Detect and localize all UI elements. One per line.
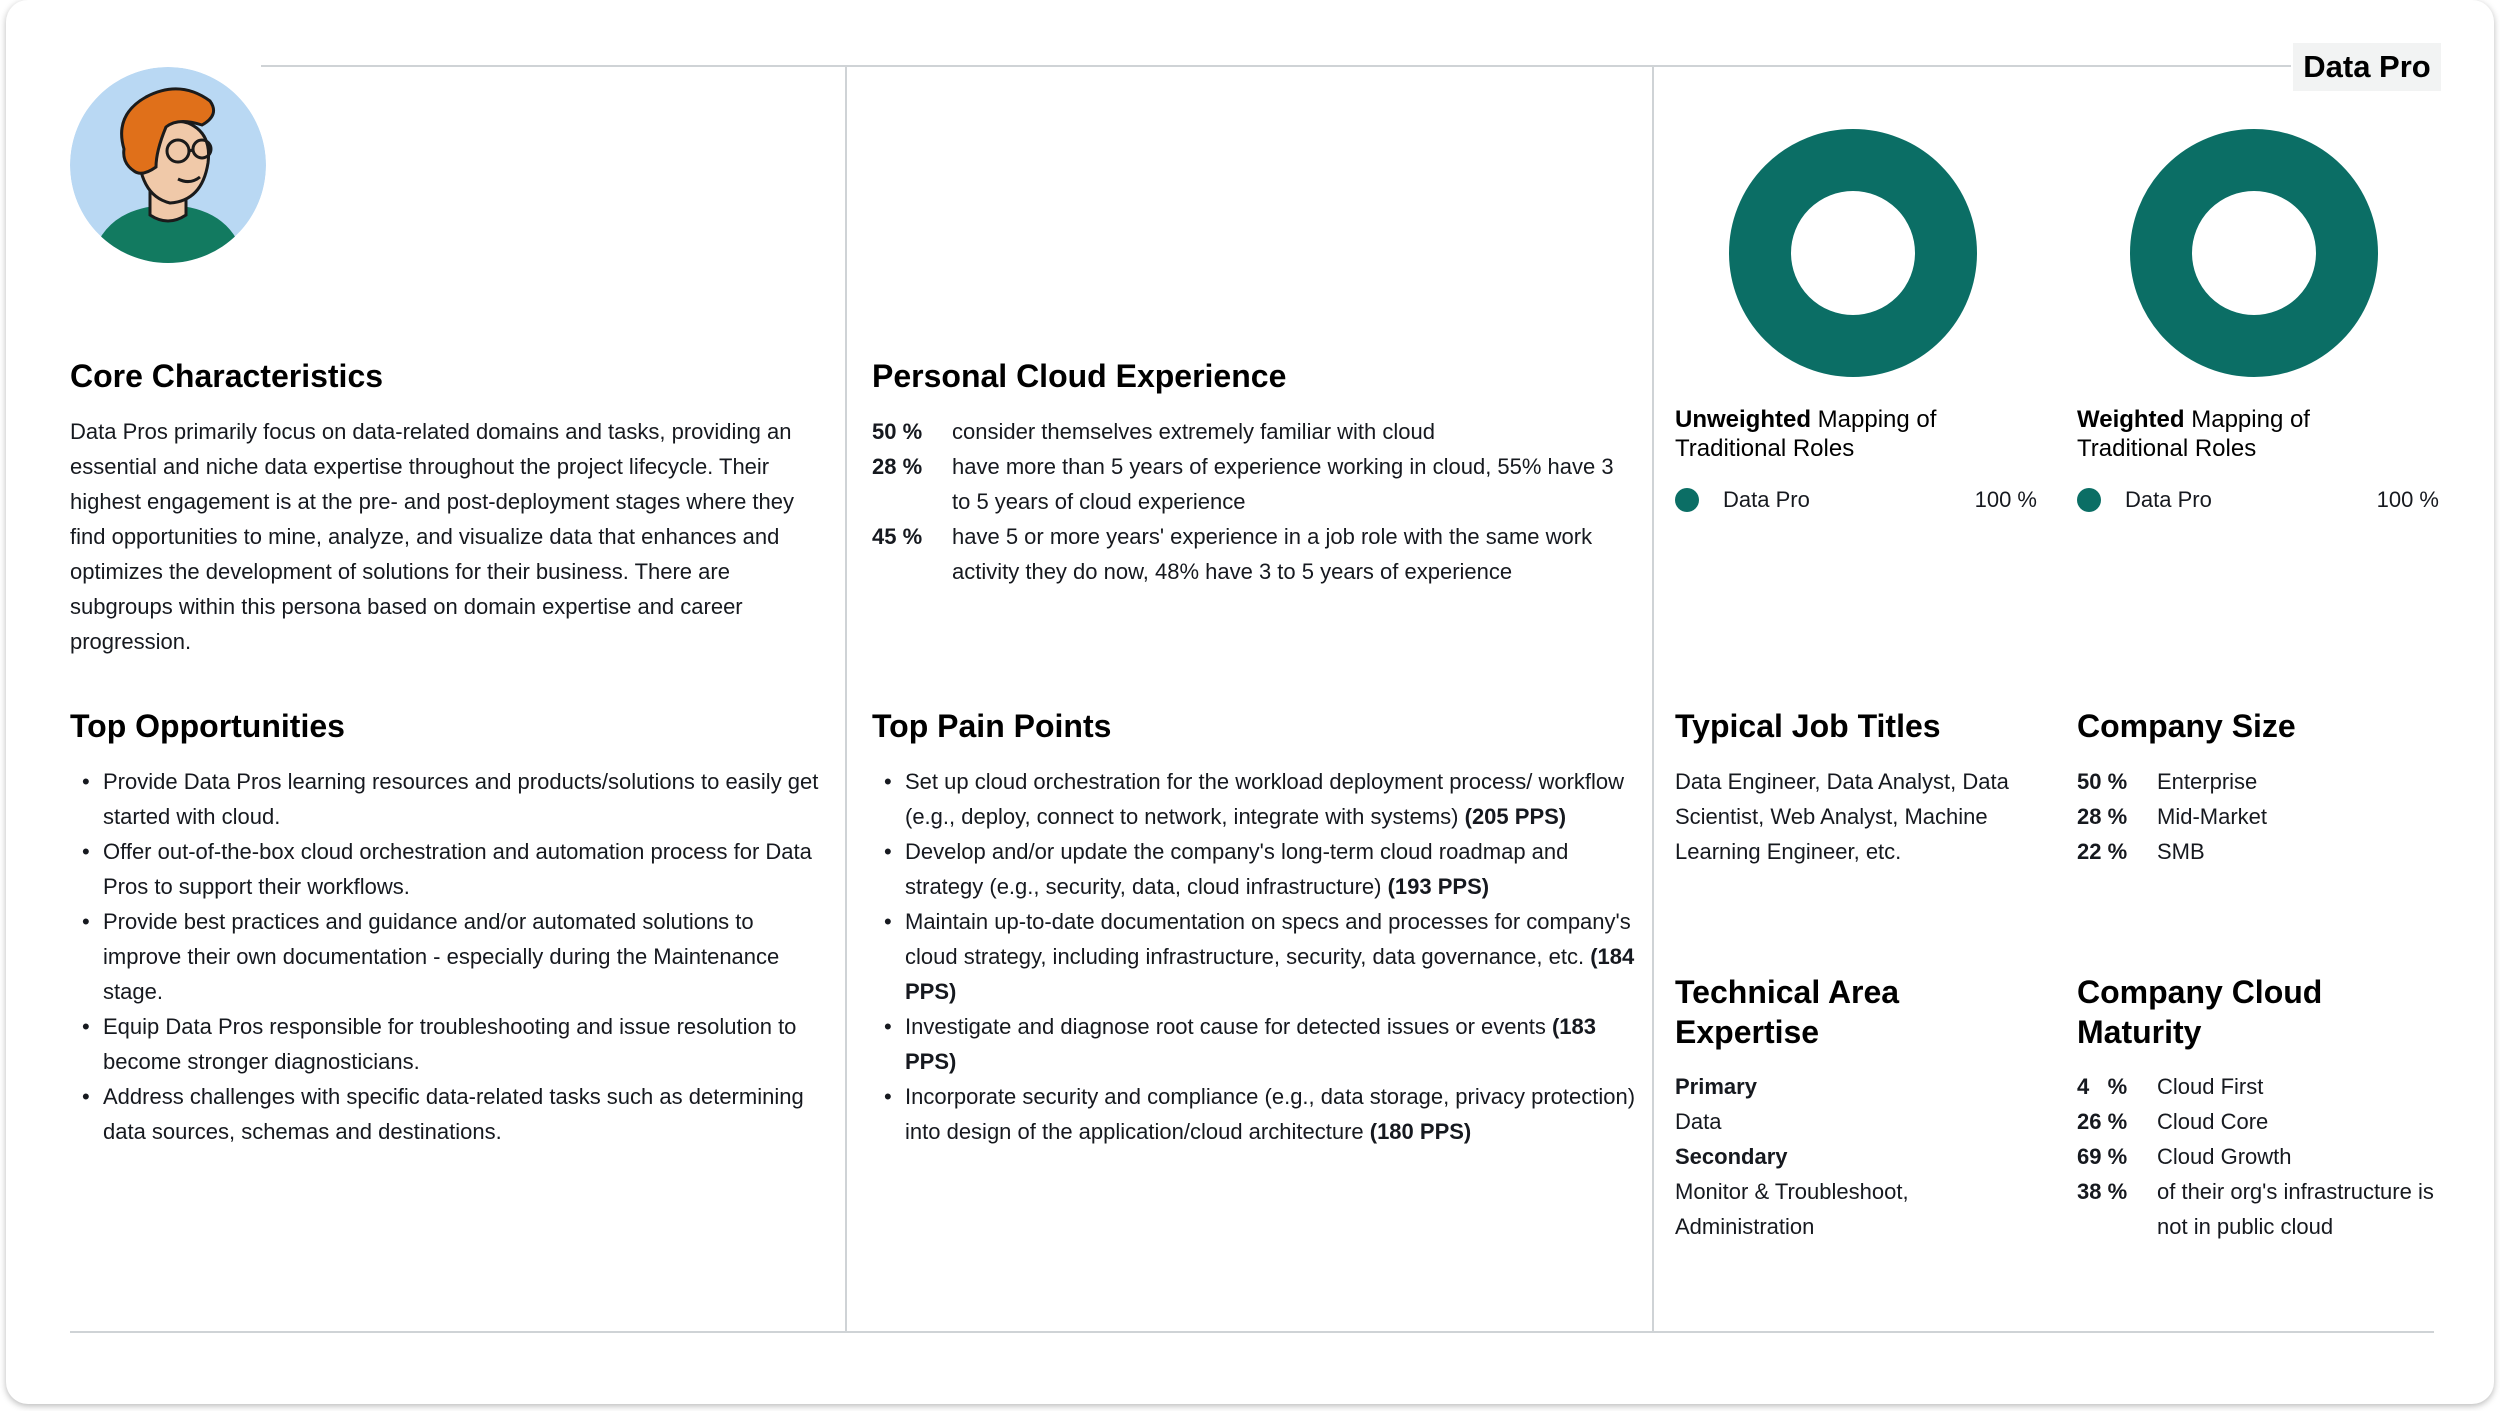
company-size-list bbox=[2077, 764, 2442, 869]
list-item bbox=[872, 414, 1632, 449]
legend-swatch bbox=[1675, 488, 1699, 512]
legend-value: 100 % bbox=[1974, 487, 2037, 512]
list-item: • Provide best practices and guidance and/or automated solutions to improve their own documentation - especially during the Maintenance stage. bbox=[70, 904, 830, 1009]
donut-slice-data-pro bbox=[1760, 160, 1946, 346]
list-item: • Provide Data Pros learning resources and products/solutions to easily get started with cloud. bbox=[70, 764, 830, 834]
pps-count: (193 PPS) bbox=[1387, 874, 1490, 899]
list-item bbox=[2077, 834, 2442, 869]
pain-points-list bbox=[872, 764, 1637, 1149]
row-text: Mid-Market bbox=[2157, 804, 2268, 829]
pps-count: (205 PPS) bbox=[1464, 804, 1567, 829]
bottom-divider bbox=[70, 1331, 2434, 1333]
percent-value: 22 % bbox=[2077, 839, 2128, 864]
row-text: consider themselves extremely familiar with cloud bbox=[952, 419, 1435, 444]
unweighted-mapping-label bbox=[1675, 405, 2005, 463]
percent-value: 26 % bbox=[2077, 1109, 2128, 1134]
row-text: have 5 or more years' experience in a job role with the same work activity they do now, 48% have 3 to 5 years of experience bbox=[952, 524, 1593, 584]
list-item bbox=[2077, 1139, 2442, 1174]
cloud-experience-list bbox=[872, 414, 1632, 589]
core-characteristics-text: Data Pros primarily focus on data-related domains and tasks, providing an essential and niche data expertise throughout the project lifecycle. Their highest engagement is at the pre- and post-deployment stages where they find opportunities to mine, analyze, and visualize data that enhances and optimizes the development of solutions for their business. There are subgroups within this persona based on domain expertise and career progression. bbox=[70, 419, 795, 654]
percent-value: 28 % bbox=[872, 454, 923, 479]
list-item: • Offer out-of-the-box cloud orchestration and automation process for Data Pros to support their workflows. bbox=[70, 834, 830, 904]
cloud-maturity-list bbox=[2077, 1069, 2442, 1244]
mapping-label-rest: Mapping of Traditional Roles bbox=[2077, 406, 2310, 462]
pain-point-text: Incorporate security and compliance (e.g., data storage, privacy protection) into design of the application/cloud architecture bbox=[905, 1084, 1636, 1144]
list-item bbox=[872, 1009, 1637, 1079]
top-pain-points-heading: Top Pain Points bbox=[872, 708, 1112, 744]
avatar bbox=[70, 67, 266, 263]
row-text: Cloud First bbox=[2157, 1074, 2264, 1099]
pps-count: (183 PPS) bbox=[905, 1014, 1597, 1074]
pain-point-text: Develop and/or update the company's long-term cloud roadmap and strategy (e.g., security, data, cloud infrastructure) bbox=[905, 839, 1569, 899]
opportunities-list bbox=[70, 764, 830, 1149]
list-item bbox=[872, 519, 1632, 589]
core-characteristics-heading: Core Characteristics bbox=[70, 358, 384, 394]
list-item bbox=[2077, 764, 2442, 799]
legend-label: Data Pro bbox=[2125, 487, 2212, 512]
company-size-heading: Company Size bbox=[2077, 708, 2296, 744]
percent-value: 4 % bbox=[2077, 1074, 2128, 1099]
row-text: SMB bbox=[2157, 839, 2205, 864]
percent-value: 50 % bbox=[872, 419, 923, 444]
percent-value: 50 % bbox=[2077, 769, 2128, 794]
pps-count: (184 PPS) bbox=[905, 944, 1635, 1004]
list-item bbox=[2077, 799, 2442, 834]
mapping-label-bold: Weighted bbox=[2077, 406, 2185, 433]
list-item bbox=[872, 764, 1637, 834]
row-text: have more than 5 years of experience working in cloud, 55% have 3 to 5 years of cloud experience bbox=[952, 454, 1614, 514]
technical-area-details bbox=[1675, 1069, 2040, 1244]
secondary-value: Monitor & Troubleshoot, Administration bbox=[1675, 1179, 1909, 1239]
heading-line: Technical Area bbox=[1675, 974, 1900, 1010]
list-item bbox=[2077, 1069, 2442, 1104]
job-titles-text: Data Engineer, Data Analyst, Data Scientist, Web Analyst, Machine Learning Engineer, etc. bbox=[1675, 769, 2009, 864]
row-text: Enterprise bbox=[2157, 769, 2258, 794]
percent-value: 28 % bbox=[2077, 804, 2128, 829]
donut-slice-data-pro bbox=[2161, 160, 2347, 346]
pain-point-text: Maintain up-to-date documentation on specs and processes for company's cloud strategy, including infrastructure, security, data governance, etc. bbox=[905, 909, 1631, 969]
list-item bbox=[2077, 1104, 2442, 1139]
unweighted-donut-chart bbox=[1728, 128, 1978, 378]
persona-title: Data Pro bbox=[2293, 43, 2441, 91]
personal-cloud-experience-heading: Personal Cloud Experience bbox=[872, 358, 1287, 394]
technical-area-heading bbox=[1675, 972, 2040, 1052]
list-item bbox=[872, 904, 1637, 1009]
unweighted-legend bbox=[1675, 487, 2037, 513]
heading-line: Company Cloud bbox=[2077, 974, 2323, 1010]
weighted-mapping-label bbox=[2077, 405, 2407, 463]
percent-value: 45 % bbox=[872, 524, 923, 549]
list-item bbox=[2077, 1174, 2442, 1244]
legend-label: Data Pro bbox=[1723, 487, 1810, 512]
weighted-legend bbox=[2077, 487, 2439, 513]
percent-value: 38 % bbox=[2077, 1179, 2128, 1204]
typical-job-titles-heading: Typical Job Titles bbox=[1675, 708, 1941, 744]
secondary-label: Secondary bbox=[1675, 1144, 1788, 1169]
column-divider-1 bbox=[845, 65, 847, 1333]
top-opportunities-heading: Top Opportunities bbox=[70, 708, 345, 744]
list-item bbox=[872, 834, 1637, 904]
mapping-label-bold: Unweighted bbox=[1675, 406, 1811, 433]
weighted-donut-chart bbox=[2129, 128, 2379, 378]
mapping-label-rest: Mapping of Traditional Roles bbox=[1675, 406, 1937, 462]
legend-swatch bbox=[2077, 488, 2101, 512]
list-item: • Equip Data Pros responsible for troubleshooting and issue resolution to become stronger diagnosticians. bbox=[70, 1009, 830, 1079]
percent-value: 69 % bbox=[2077, 1144, 2128, 1169]
list-item: • Address challenges with specific data-related tasks such as determining data sources, schemas and destinations. bbox=[70, 1079, 830, 1149]
pain-point-text: Investigate and diagnose root cause for detected issues or events bbox=[905, 1014, 1552, 1039]
list-item bbox=[872, 449, 1632, 519]
primary-label: Primary bbox=[1675, 1074, 1757, 1099]
pain-point-text: Set up cloud orchestration for the workload deployment process/ workflow (e.g., deploy, connect to network, integrate with systems) bbox=[905, 769, 1625, 829]
heading-line: Expertise bbox=[1675, 1014, 1820, 1050]
heading-line: Maturity bbox=[2077, 1014, 2202, 1050]
company-cloud-maturity-heading bbox=[2077, 972, 2442, 1052]
column-divider-2 bbox=[1652, 65, 1654, 1333]
row-text: Cloud Growth bbox=[2157, 1144, 2292, 1169]
top-divider bbox=[261, 65, 2291, 67]
primary-value: Data bbox=[1675, 1109, 1722, 1134]
row-text: Cloud Core bbox=[2157, 1109, 2269, 1134]
legend-value: 100 % bbox=[2376, 487, 2439, 512]
list-item bbox=[872, 1079, 1637, 1149]
persona-card bbox=[6, 0, 2494, 1404]
pps-count: (180 PPS) bbox=[1369, 1119, 1472, 1144]
row-text: of their org's infrastructure is not in public cloud bbox=[2157, 1179, 2434, 1239]
